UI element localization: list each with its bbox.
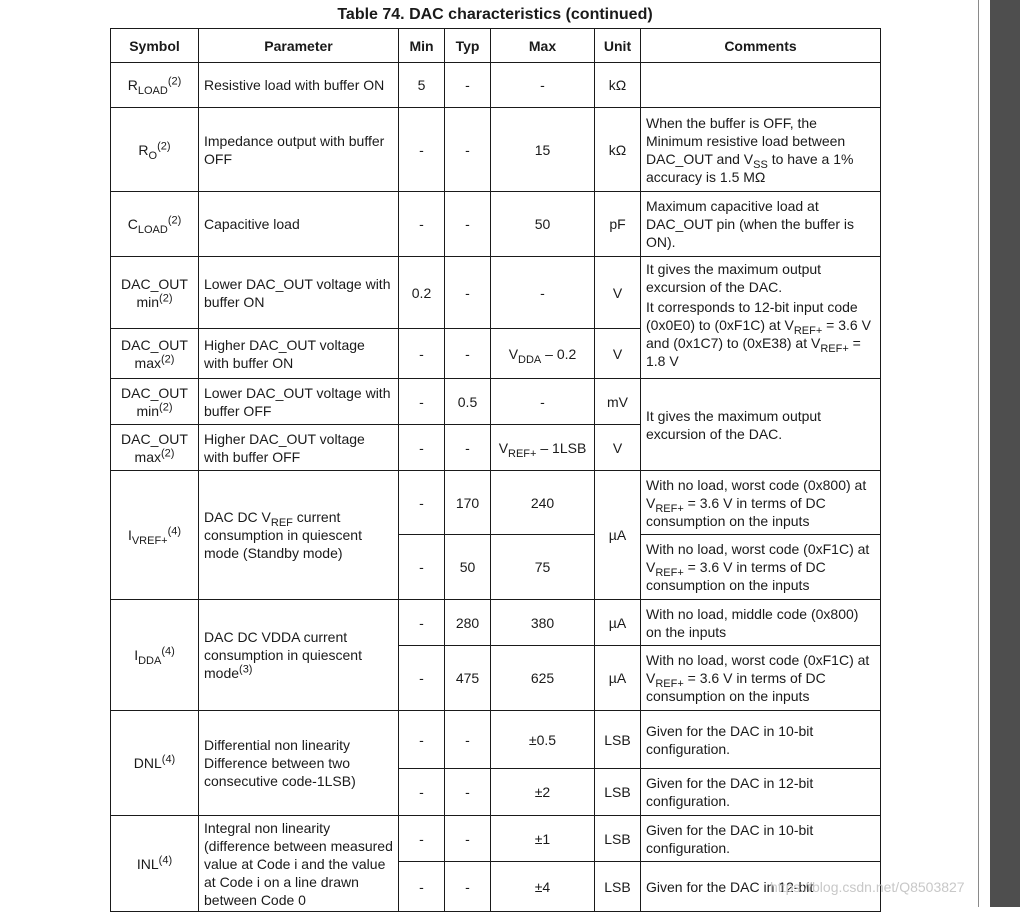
unit-cell: LSB	[595, 769, 641, 816]
min-cell: -	[399, 192, 445, 257]
parameter-cell: Capacitive load	[199, 192, 399, 257]
max-cell: ±1	[491, 816, 595, 862]
parameter-cell: DAC DC VDDA current consumption in quiescent mode$^{(3)}$	[199, 600, 399, 711]
unit-cell: V	[595, 257, 641, 329]
max-cell: ±4	[491, 862, 595, 912]
table-row	[111, 379, 881, 425]
typ-cell: 50	[445, 535, 491, 600]
typ-cell: -	[445, 862, 491, 912]
symbol-cell: DNL$^{(4)}$	[111, 711, 199, 816]
parameter-cell: Impedance output with buffer OFF	[199, 108, 399, 192]
parameter-cell: Lower DAC_OUT voltage with buffer ON	[199, 257, 399, 329]
min-cell: -	[399, 816, 445, 862]
table-row	[111, 63, 881, 108]
symbol-cell: $I_{VREF+}^{(4)}$	[111, 471, 199, 600]
typ-cell: -	[445, 425, 491, 471]
comment-cell: With no load, worst code (0xF1C) at $V_{REF+} = 3.6$ V in terms of DC consumption on the inputs	[641, 535, 881, 600]
unit-cell: V	[595, 425, 641, 471]
typ-cell: -	[445, 816, 491, 862]
parameter-cell: Resistive load with buffer ON	[199, 63, 399, 108]
min-cell: -	[399, 600, 445, 646]
min-cell: -	[399, 108, 445, 192]
table-row	[111, 600, 881, 646]
unit-cell: LSB	[595, 862, 641, 912]
min-cell: -	[399, 329, 445, 379]
min-cell: -	[399, 646, 445, 711]
parameter-cell: Lower DAC_OUT voltage with buffer OFF	[199, 379, 399, 425]
typ-cell: -	[445, 769, 491, 816]
unit-cell: kΩ	[595, 108, 641, 192]
comment-cell: It gives the maximum output excursion of the DAC.	[641, 379, 881, 471]
header-symbol: Symbol	[111, 29, 199, 63]
typ-cell: -	[445, 108, 491, 192]
header-min: Min	[399, 29, 445, 63]
table-row	[111, 257, 881, 329]
parameter-cell: Higher DAC_OUT voltage with buffer OFF	[199, 425, 399, 471]
unit-cell: kΩ	[595, 63, 641, 108]
min-cell: -	[399, 535, 445, 600]
header-max: Max	[491, 29, 595, 63]
table-row	[111, 471, 881, 535]
page-edge-line	[978, 0, 979, 907]
parameter-cell: Differential non linearity Difference between two consecutive code-1LSB)	[199, 711, 399, 816]
min-cell: -	[399, 425, 445, 471]
max-cell: -	[491, 379, 595, 425]
unit-cell: pF	[595, 192, 641, 257]
parameter-cell: Integral non linearity (difference between measured value at Code i and the value at Code i on a line drawn between Code 0	[199, 816, 399, 912]
min-cell: -	[399, 471, 445, 535]
typ-cell: 170	[445, 471, 491, 535]
unit-cell: µA	[595, 646, 641, 711]
min-cell: 0.2	[399, 257, 445, 329]
symbol-cell: DAC_OUT $\max^{(2)}$	[111, 329, 199, 379]
symbol-cell: $C_{LOAD}^{(2)}$	[111, 192, 199, 257]
min-cell: -	[399, 711, 445, 769]
max-cell: -	[491, 63, 595, 108]
max-cell: 380	[491, 600, 595, 646]
max-cell: 50	[491, 192, 595, 257]
max-cell: 15	[491, 108, 595, 192]
symbol-cell: DAC_OUT $\min^{(2)}$	[111, 257, 199, 329]
min-cell: -	[399, 862, 445, 912]
unit-cell: µA	[595, 600, 641, 646]
typ-cell: -	[445, 63, 491, 108]
symbol-cell: INL$^{(4)}$	[111, 816, 199, 912]
max-cell: ±0.5	[491, 711, 595, 769]
comment-cell: Given for the DAC in 12-bit	[641, 862, 881, 912]
typ-cell: -	[445, 192, 491, 257]
min-cell: -	[399, 379, 445, 425]
typ-cell: -	[445, 329, 491, 379]
parameter-cell: DAC DC $V_{REF}$ current consumption in quiescent mode (Standby mode)	[199, 471, 399, 600]
max-cell: $V_{DDA} - 0.2$	[491, 329, 595, 379]
symbol-cell: $R_O^{(2)}$	[111, 108, 199, 192]
unit-cell: V	[595, 329, 641, 379]
header-parameter: Parameter	[199, 29, 399, 63]
comment-cell	[641, 257, 881, 379]
parameter-cell: Higher DAC_OUT voltage with buffer ON	[199, 329, 399, 379]
max-cell: $V_{REF+} - 1LSB$	[491, 425, 595, 471]
min-cell: -	[399, 769, 445, 816]
symbol-cell: DAC_OUT $\min^{(2)}$	[111, 379, 199, 425]
table-row	[111, 711, 881, 769]
comment-cell: Given for the DAC in 12-bit configuration.	[641, 769, 881, 816]
max-cell: ±2	[491, 769, 595, 816]
typ-cell: 0.5	[445, 379, 491, 425]
unit-cell: mV	[595, 379, 641, 425]
symbol-cell: $R_{LOAD}^{(2)}$	[111, 63, 199, 108]
header-unit: Unit	[595, 29, 641, 63]
typ-cell: -	[445, 711, 491, 769]
comment-cell: When the buffer is OFF, the Minimum resistive load between DAC_OUT and $V_{SS}$ to have a 1% accuracy is 1.5 MΩ	[641, 108, 881, 192]
comment-cell: Given for the DAC in 10-bit configuration.	[641, 711, 881, 769]
comment-cell	[641, 63, 881, 108]
typ-cell: 280	[445, 600, 491, 646]
comment-line: It corresponds to 12-bit input code (0x0E0) to (0xF1C) at $V_{REF+} = 3.6$ V and (0x1C7) to (0xE38) at $V_{REF+} = 1.8$ V	[646, 299, 871, 369]
comment-cell: With no load, middle code (0x800) on the inputs	[641, 600, 881, 646]
max-cell: 240	[491, 471, 595, 535]
max-cell: 75	[491, 535, 595, 600]
max-cell: -	[491, 257, 595, 329]
min-cell: 5	[399, 63, 445, 108]
header-typ: Typ	[445, 29, 491, 63]
max-cell: 625	[491, 646, 595, 711]
watermark-text: https://blog.csdn.net/Q8503827	[770, 879, 965, 895]
comment-line: It gives the maximum output excursion of the DAC.	[646, 261, 822, 295]
unit-cell: µA	[595, 471, 641, 600]
dac-characteristics-table	[110, 28, 881, 912]
unit-cell: LSB	[595, 816, 641, 862]
table-title: Table 74. DAC characteristics (continued)	[337, 6, 653, 23]
typ-cell: -	[445, 257, 491, 329]
comment-cell: With no load, worst code (0xF1C) at $V_{REF+} = 3.6$ V in terms of DC consumption on the inputs	[641, 646, 881, 711]
comment-cell: With no load, worst code (0x800) at $V_{REF+} = 3.6$ V in terms of DC consumption on the inputs	[641, 471, 881, 535]
table-row	[111, 816, 881, 862]
header-comments: Comments	[641, 29, 881, 63]
table-row	[111, 192, 881, 257]
table-row	[111, 108, 881, 192]
comment-cell: Given for the DAC in 10-bit configuration.	[641, 816, 881, 862]
comment-cell: Maximum capacitive load at DAC_OUT pin (when the buffer is ON).	[641, 192, 881, 257]
symbol-cell: $I_{DDA}^{(4)}$	[111, 600, 199, 711]
viewer-scroll-track[interactable]	[990, 0, 1020, 907]
unit-cell: LSB	[595, 711, 641, 769]
table-header-row	[111, 29, 881, 63]
typ-cell: 475	[445, 646, 491, 711]
symbol-cell: DAC_OUT $\max^{(2)}$	[111, 425, 199, 471]
